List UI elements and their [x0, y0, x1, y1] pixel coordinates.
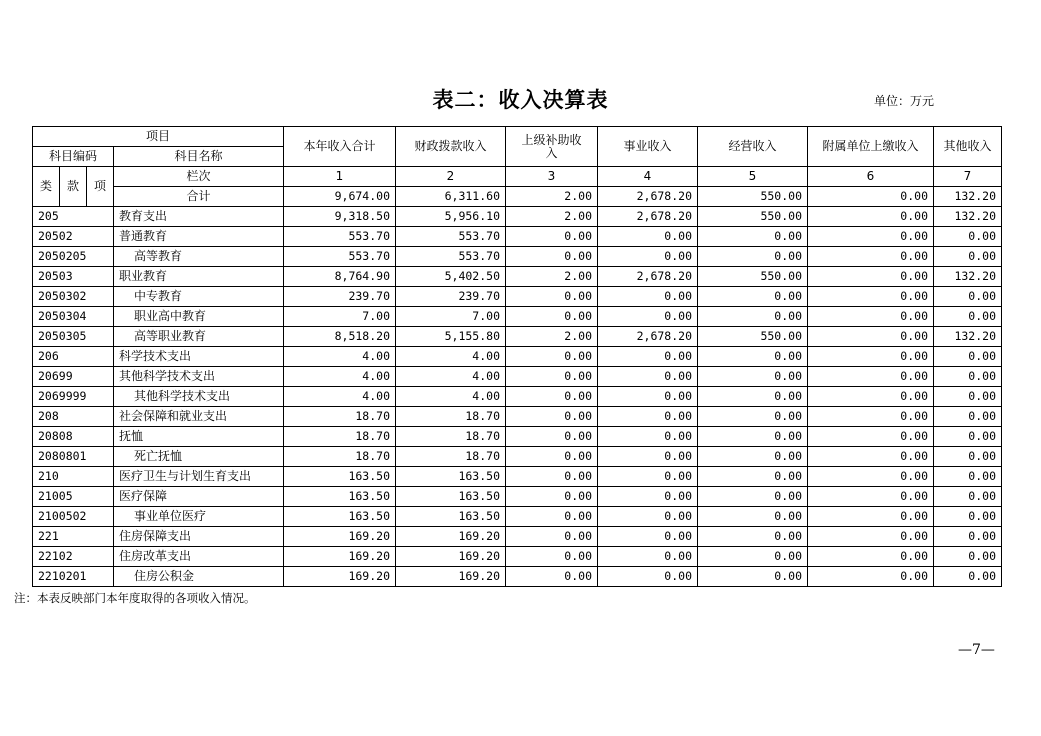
row-value: 2,678.20	[598, 207, 698, 227]
row-value: 550.00	[698, 327, 808, 347]
row-value: 0.00	[808, 287, 934, 307]
row-value: 18.70	[284, 427, 396, 447]
row-code: 208	[33, 407, 114, 427]
table-row	[33, 507, 1002, 527]
row-value: 163.50	[284, 507, 396, 527]
col-header-4: 事业收入	[598, 127, 698, 167]
row-value: 0.00	[934, 567, 1002, 587]
row-value: 4.00	[396, 367, 506, 387]
row-value: 0.00	[808, 407, 934, 427]
row-value: 0.00	[506, 467, 598, 487]
table-row	[33, 367, 1002, 387]
row-value: 0.00	[808, 527, 934, 547]
row-value: 0.00	[506, 367, 598, 387]
header-lanci: 栏次	[114, 167, 284, 187]
row-value: 163.50	[284, 467, 396, 487]
table-row	[33, 427, 1002, 447]
row-value: 0.00	[506, 287, 598, 307]
row-value: 0.00	[808, 467, 934, 487]
row-value: 163.50	[284, 487, 396, 507]
row-code: 21005	[33, 487, 114, 507]
row-value: 0.00	[598, 487, 698, 507]
row-name: 科学技术支出	[114, 347, 284, 367]
row-value: 0.00	[808, 547, 934, 567]
row-value: 0.00	[808, 507, 934, 527]
row-value: 0.00	[934, 447, 1002, 467]
row-value: 239.70	[396, 287, 506, 307]
row-name: 社会保障和就业支出	[114, 407, 284, 427]
row-value: 2.00	[506, 207, 598, 227]
income-table	[32, 126, 1002, 587]
table-body	[33, 207, 1002, 587]
row-value: 169.20	[396, 547, 506, 567]
row-name: 普通教育	[114, 227, 284, 247]
row-value: 0.00	[506, 427, 598, 447]
row-value: 0.00	[698, 347, 808, 367]
row-value: 0.00	[934, 427, 1002, 447]
row-value: 0.00	[934, 367, 1002, 387]
row-value: 132.20	[934, 267, 1002, 287]
row-value: 4.00	[284, 387, 396, 407]
row-value: 0.00	[598, 507, 698, 527]
row-value: 0.00	[598, 247, 698, 267]
row-code: 206	[33, 347, 114, 367]
row-value: 18.70	[284, 447, 396, 467]
unit-label: 单位：万元	[874, 94, 935, 108]
row-value: 0.00	[698, 427, 808, 447]
header-lei: 类	[33, 167, 60, 207]
row-value: 0.00	[598, 427, 698, 447]
row-value: 2,678.20	[598, 327, 698, 347]
row-value: 8,518.20	[284, 327, 396, 347]
row-code: 221	[33, 527, 114, 547]
row-code: 2210201	[33, 567, 114, 587]
col-header-6: 附属单位上缴收入	[808, 127, 934, 167]
row-name: 医疗卫生与计划生育支出	[114, 467, 284, 487]
col-header-7: 其他收入	[934, 127, 1002, 167]
row-value: 0.00	[808, 387, 934, 407]
row-name: 其他科学技术支出	[114, 387, 284, 407]
row-code: 2050305	[33, 327, 114, 347]
row-code: 20699	[33, 367, 114, 387]
row-value: 0.00	[808, 327, 934, 347]
total-row	[33, 187, 1002, 207]
row-value: 9,318.50	[284, 207, 396, 227]
table-row	[33, 467, 1002, 487]
page-number: —7—	[958, 642, 995, 658]
row-value: 0.00	[934, 347, 1002, 367]
col-header-1: 本年收入合计	[284, 127, 396, 167]
header-row-1	[33, 127, 1002, 147]
row-value: 0.00	[934, 407, 1002, 427]
row-value: 169.20	[284, 547, 396, 567]
row-name: 医疗保障	[114, 487, 284, 507]
row-value: 0.00	[598, 467, 698, 487]
row-value: 132.20	[934, 207, 1002, 227]
table-row	[33, 547, 1002, 567]
row-code: 2050205	[33, 247, 114, 267]
row-value: 2,678.20	[598, 267, 698, 287]
row-code: 22102	[33, 547, 114, 567]
row-value: 0.00	[506, 407, 598, 427]
row-value: 0.00	[808, 227, 934, 247]
row-value: 0.00	[934, 467, 1002, 487]
row-value: 0.00	[698, 247, 808, 267]
table-row	[33, 447, 1002, 467]
table-row	[33, 347, 1002, 367]
table-row	[33, 307, 1002, 327]
header-xiang: 项	[87, 167, 114, 207]
row-value: 169.20	[396, 527, 506, 547]
footnote: 注：本表反映部门本年度取得的各项收入情况。	[14, 591, 256, 605]
total-value: 0.00	[808, 187, 934, 207]
row-value: 0.00	[808, 247, 934, 267]
col-header-2: 财政拨款收入	[396, 127, 506, 167]
row-value: 550.00	[698, 207, 808, 227]
row-value: 0.00	[598, 347, 698, 367]
row-value: 5,155.80	[396, 327, 506, 347]
table-row	[33, 267, 1002, 287]
row-value: 0.00	[808, 207, 934, 227]
total-value: 2,678.20	[598, 187, 698, 207]
header-kuan: 款	[60, 167, 87, 207]
row-value: 0.00	[506, 527, 598, 547]
row-value: 0.00	[934, 227, 1002, 247]
row-value: 0.00	[598, 447, 698, 467]
row-value: 0.00	[808, 427, 934, 447]
row-value: 553.70	[396, 247, 506, 267]
col-num-5: 5	[698, 167, 808, 187]
row-value: 2.00	[506, 327, 598, 347]
col-header-3: 上级补助收入	[506, 127, 598, 167]
row-code: 210	[33, 467, 114, 487]
row-value: 4.00	[396, 347, 506, 367]
total-label: 合计	[114, 187, 284, 207]
row-value: 169.20	[284, 527, 396, 547]
row-code: 20503	[33, 267, 114, 287]
row-value: 0.00	[598, 567, 698, 587]
row-value: 0.00	[698, 507, 808, 527]
row-name: 住房公积金	[114, 567, 284, 587]
row-value: 0.00	[934, 507, 1002, 527]
row-value: 169.20	[284, 567, 396, 587]
row-value: 0.00	[698, 447, 808, 467]
row-value: 0.00	[934, 307, 1002, 327]
row-value: 0.00	[598, 547, 698, 567]
col-header-5: 经营收入	[698, 127, 808, 167]
table-row	[33, 407, 1002, 427]
row-value: 0.00	[506, 227, 598, 247]
total-value: 2.00	[506, 187, 598, 207]
total-value: 9,674.00	[284, 187, 396, 207]
header-name: 科目名称	[114, 147, 284, 167]
col-num-4: 4	[598, 167, 698, 187]
row-value: 0.00	[698, 367, 808, 387]
total-value: 132.20	[934, 187, 1002, 207]
row-value: 0.00	[698, 407, 808, 427]
row-value: 0.00	[698, 287, 808, 307]
row-name: 教育支出	[114, 207, 284, 227]
row-value: 0.00	[598, 367, 698, 387]
row-value: 0.00	[506, 387, 598, 407]
row-value: 0.00	[808, 307, 934, 327]
table-row	[33, 327, 1002, 347]
row-name: 抚恤	[114, 427, 284, 447]
row-code: 2050302	[33, 287, 114, 307]
row-value: 0.00	[698, 527, 808, 547]
row-value: 18.70	[396, 407, 506, 427]
row-value: 0.00	[698, 467, 808, 487]
row-value: 4.00	[284, 347, 396, 367]
total-value: 6,311.60	[396, 187, 506, 207]
row-value: 0.00	[506, 447, 598, 467]
row-value: 5,402.50	[396, 267, 506, 287]
row-value: 553.70	[284, 247, 396, 267]
row-value: 553.70	[396, 227, 506, 247]
row-name: 其他科学技术支出	[114, 367, 284, 387]
row-name: 高等教育	[114, 247, 284, 267]
row-value: 18.70	[396, 447, 506, 467]
row-value: 0.00	[934, 527, 1002, 547]
row-value: 0.00	[506, 247, 598, 267]
row-value: 0.00	[808, 447, 934, 467]
row-value: 0.00	[808, 567, 934, 587]
row-value: 0.00	[934, 247, 1002, 267]
row-code: 2069999	[33, 387, 114, 407]
row-value: 0.00	[598, 307, 698, 327]
row-value: 0.00	[808, 347, 934, 367]
row-value: 0.00	[698, 387, 808, 407]
row-value: 0.00	[698, 307, 808, 327]
row-code: 205	[33, 207, 114, 227]
row-value: 550.00	[698, 267, 808, 287]
row-value: 0.00	[698, 487, 808, 507]
row-name: 事业单位医疗	[114, 507, 284, 527]
row-value: 0.00	[598, 227, 698, 247]
row-value: 0.00	[598, 287, 698, 307]
col-num-3: 3	[506, 167, 598, 187]
row-value: 0.00	[808, 487, 934, 507]
row-name: 中专教育	[114, 287, 284, 307]
row-value: 0.00	[934, 547, 1002, 567]
total-value: 550.00	[698, 187, 808, 207]
row-value: 0.00	[506, 567, 598, 587]
row-value: 0.00	[598, 407, 698, 427]
row-code: 2100502	[33, 507, 114, 527]
table-row	[33, 487, 1002, 507]
col-num-6: 6	[808, 167, 934, 187]
row-value: 0.00	[506, 347, 598, 367]
page-title: 表二：收入决算表	[432, 87, 609, 112]
row-value: 0.00	[598, 387, 698, 407]
row-value: 18.70	[284, 407, 396, 427]
row-value: 0.00	[506, 307, 598, 327]
row-value: 0.00	[698, 547, 808, 567]
row-value: 553.70	[284, 227, 396, 247]
row-name: 职业高中教育	[114, 307, 284, 327]
row-code: 20808	[33, 427, 114, 447]
row-name: 高等职业教育	[114, 327, 284, 347]
row-value: 7.00	[284, 307, 396, 327]
col-num-1: 1	[284, 167, 396, 187]
row-value: 0.00	[698, 227, 808, 247]
table-row	[33, 227, 1002, 247]
row-value: 7.00	[396, 307, 506, 327]
col-num-2: 2	[396, 167, 506, 187]
row-code: 2050304	[33, 307, 114, 327]
row-value: 0.00	[934, 387, 1002, 407]
row-value: 0.00	[808, 367, 934, 387]
header-xiangmu: 项目	[33, 127, 284, 147]
row-name: 住房保障支出	[114, 527, 284, 547]
row-code: 2080801	[33, 447, 114, 467]
row-value: 5,956.10	[396, 207, 506, 227]
table-row	[33, 247, 1002, 267]
row-name: 住房改革支出	[114, 547, 284, 567]
row-value: 163.50	[396, 467, 506, 487]
row-value: 0.00	[506, 547, 598, 567]
table-row	[33, 287, 1002, 307]
row-code: 20502	[33, 227, 114, 247]
row-value: 4.00	[396, 387, 506, 407]
row-value: 163.50	[396, 487, 506, 507]
row-value: 132.20	[934, 327, 1002, 347]
table-row	[33, 567, 1002, 587]
row-value: 163.50	[396, 507, 506, 527]
row-name: 死亡抚恤	[114, 447, 284, 467]
row-value: 239.70	[284, 287, 396, 307]
row-value: 0.00	[598, 527, 698, 547]
row-name: 职业教育	[114, 267, 284, 287]
header-code: 科目编码	[33, 147, 114, 167]
table-row	[33, 387, 1002, 407]
table-row	[33, 527, 1002, 547]
row-value: 2.00	[506, 267, 598, 287]
row-value: 0.00	[698, 567, 808, 587]
row-value: 18.70	[396, 427, 506, 447]
row-value: 0.00	[934, 487, 1002, 507]
header-row-3	[33, 167, 1002, 187]
row-value: 169.20	[396, 567, 506, 587]
row-value: 8,764.90	[284, 267, 396, 287]
table-row	[33, 207, 1002, 227]
row-value: 0.00	[506, 487, 598, 507]
col-num-7: 7	[934, 167, 1002, 187]
row-value: 0.00	[934, 287, 1002, 307]
row-value: 0.00	[808, 267, 934, 287]
row-value: 0.00	[506, 507, 598, 527]
row-value: 4.00	[284, 367, 396, 387]
